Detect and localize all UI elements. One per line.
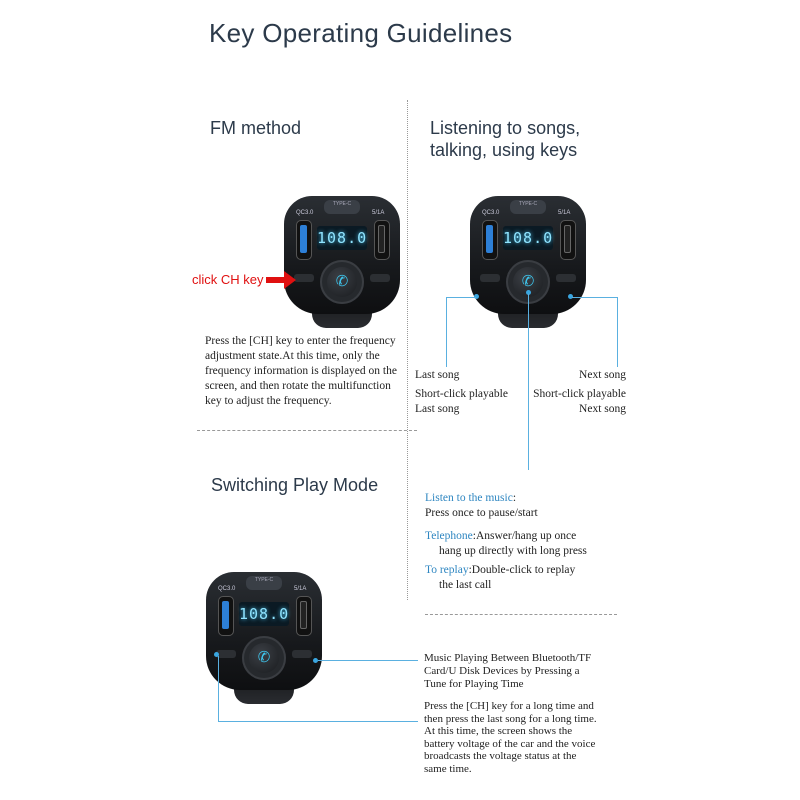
mode-text-1: Music Playing Between Bluetooth/TF Card/U Disk Devices by Pressing a Tune for Playing Time: [424, 652, 592, 690]
phone-icon: ✆: [521, 273, 535, 290]
fm-description: Press the [CH] key to enter the frequency adjustment state.At this time, only the frequency information is displayed on the screen, and then rotate the multifunction key to adjust the frequency.: [205, 335, 397, 407]
vertical-divider: [407, 100, 408, 600]
short-click-next: Short-click playable Next song: [533, 388, 626, 415]
phone-icon: ✆: [257, 649, 271, 666]
device-screen: 108.0: [317, 226, 367, 250]
divider-right: [425, 614, 617, 615]
click-ch-callout: click CH key: [192, 272, 264, 287]
device-keys: TYPE-C QC3.0 5/1A 108.0 ✆: [470, 196, 586, 328]
phone-icon: ✆: [335, 273, 349, 290]
divider-left: [197, 430, 417, 431]
device-fm: TYPE-C QC3.0 5/1A 108.0 ✆: [284, 196, 400, 328]
red-arrow-icon: [266, 271, 296, 289]
short-click-last: Short-click playable Last song: [415, 388, 508, 415]
device-mode: TYPE-C QC3.0 5/1A 108.0 ✆: [206, 572, 322, 704]
music-instructions: Listen to the music: Press once to pause/start: [425, 492, 538, 519]
next-song-label: Next song: [579, 369, 626, 381]
keys-heading: Listening to songs, talking, using keys: [430, 118, 581, 160]
mode-text-2: Press the [CH] key for a long time and then press the last song for a long time. At this time, the screen shows the battery voltage of the car and the voice broadcasts the voltage status at the same time.: [424, 700, 597, 775]
last-song-label: Last song: [415, 369, 460, 381]
telephone-instructions: Telephone:Answer/hang up once hang up directly with long press: [425, 530, 587, 557]
mode-heading: Switching Play Mode: [211, 475, 379, 495]
fm-heading: FM method: [210, 118, 302, 138]
page-title: Key Operating Guidelines: [209, 18, 513, 48]
replay-instructions: To replay:Double-click to replay the last call: [425, 564, 576, 591]
